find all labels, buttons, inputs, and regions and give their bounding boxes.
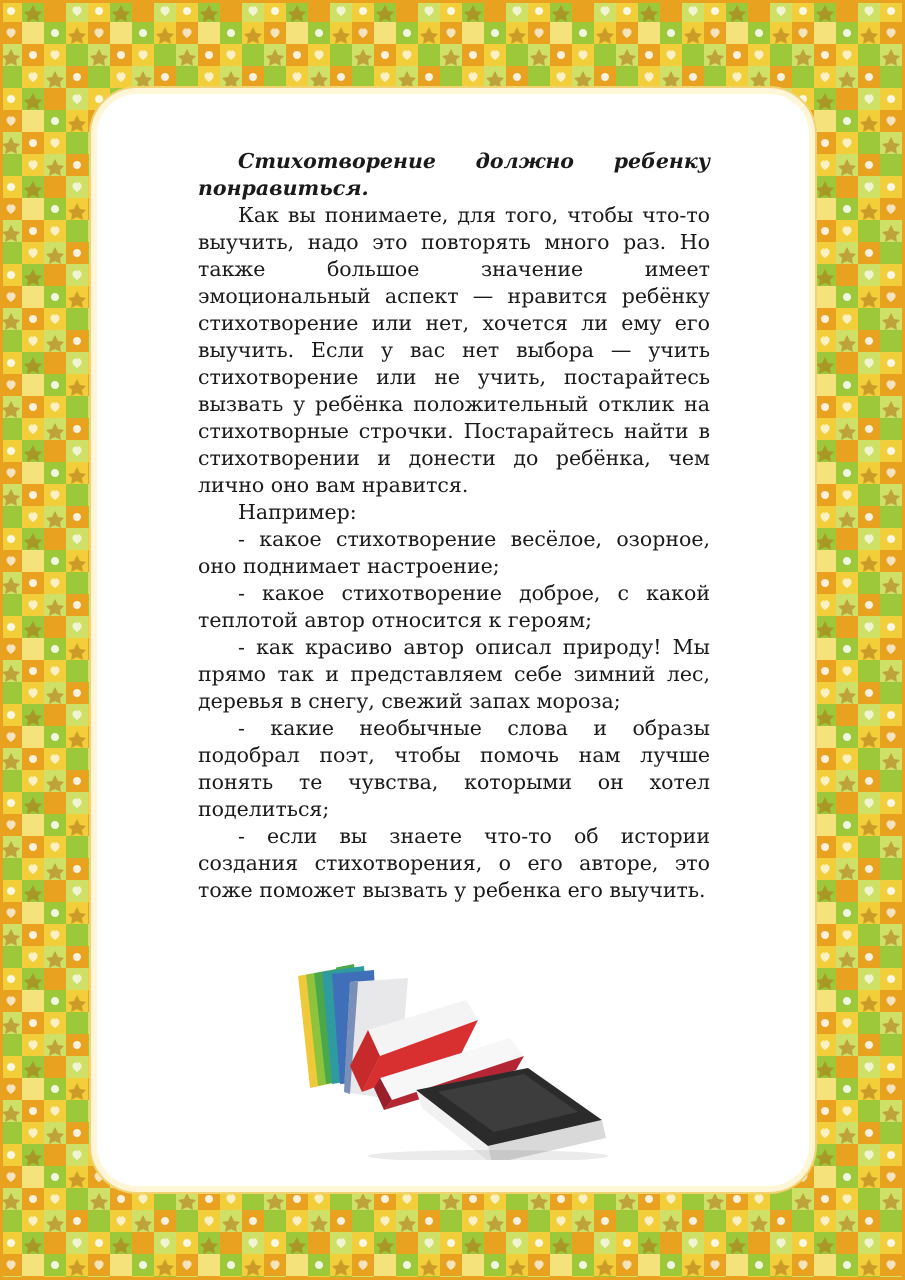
- list-item: - какое стихотворение весёлое, озорное, оно поднимает настроение;: [198, 527, 710, 578]
- list-item: - какие необычные слова и образы подобрал поэт, чтобы помочь нам лучше понять те чувства, которыми он хотел поделиться;: [198, 716, 710, 821]
- list-item: - как красиво автор описал природу! Мы прямо так и представляем себе зимний лес, деревья в снегу, свежий запах мороза;: [198, 635, 710, 713]
- list-item: - если вы знаете что-то об истории создания стихотворения, о его авторе, это тоже поможет вызвать у ребенка его выучить.: [198, 824, 710, 902]
- article-paragraph: Например:: [238, 500, 357, 524]
- article-heading: Стихотворение должно ребенку понравиться.: [198, 149, 710, 200]
- article: [198, 148, 710, 904]
- list-item: - какое стихотворение доброе, с какой теплотой автор относится к героям;: [198, 581, 710, 632]
- article-paragraph: Как вы понимаете, для того, чтобы что-то выучить, надо это повторять много раз. Но также большое значение имеет эмоциональный аспект — нравится ребёнку стихотворение или нет, хочется ли ему его выучить. Если у вас нет выбора — учить стихотворение или не учить, постарайтесь вызвать у ребёнка положительный отклик на стихотворные строчки. Постарайтесь найти в стихотворении и донести до ребёнка, чем лично оно вам нравится.: [198, 203, 710, 497]
- stack-of-books-icon: [288, 960, 618, 1160]
